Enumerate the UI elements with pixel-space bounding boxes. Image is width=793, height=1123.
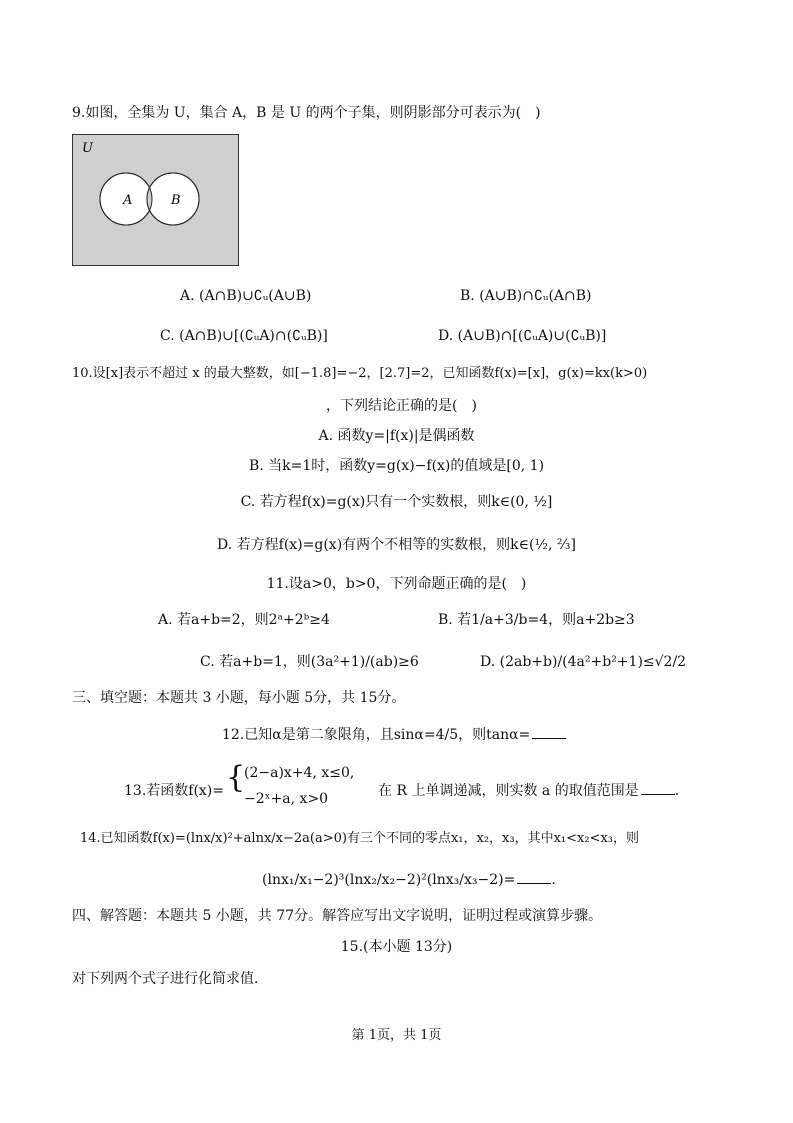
q11-option-d: D. (2ab+b)/(4a²+b²+1)≤√2/2 bbox=[480, 654, 687, 670]
q9-option-d: D. (A∪B)∩[(∁ᵤA)∪(∁ᵤB)] bbox=[438, 328, 607, 344]
page-footer: 第 1页，共 1页 bbox=[351, 1028, 442, 1043]
q13-tail-wrap: 在 R 上单调递减，则实数 a 的取值范围是 . bbox=[378, 783, 680, 799]
q10-option-a: A. 函数y=|f(x)|是偶函数 bbox=[318, 428, 475, 444]
q14-line-2-wrap: (lnx₁/x₁−2)³(lnx₂/x₂−2)²(lnx₃/x₃−2)= . bbox=[262, 872, 556, 888]
q11-option-c: C. 若a+b=1，则(3a²+1)/(ab)≥6 bbox=[200, 654, 419, 670]
section-4-heading: 四、解答题：本题共 5 小题，共 77分。解答应写出文字说明，证明过程或演算步骤。 bbox=[72, 908, 603, 924]
q9-option-a: A. (A∩B)∪∁ᵤ(A∪B) bbox=[180, 288, 312, 304]
q14-answer-blank bbox=[517, 873, 551, 884]
q14-line-1: 14.已知函数f(x)=(lnx/x)²+alnx/x−2a(a>0)有三个不同的零点x₁，x₂，x₃，其中x₁<x₂<x₃，则 bbox=[80, 831, 640, 846]
q13-brace: { bbox=[226, 760, 246, 795]
q15-text: 对下列两个式子进行化简求值. bbox=[72, 971, 259, 987]
q12-stem: 12.已知α是第二象限角，且sinα=4/5，则tanα= bbox=[222, 727, 531, 743]
q15-title: 15.(本小题 13分) bbox=[340, 939, 453, 955]
q10-stem: 10.设[x]表示不超过 x 的最大整数，如[−1.8]=−2，[2.7]=2，已知函数f(x)=[x]，g(x)=kx(k>0) bbox=[72, 366, 648, 381]
venn-diagram bbox=[72, 134, 240, 268]
q11-stem: 11.设a>0，b>0，下列命题正确的是( ) bbox=[266, 576, 527, 592]
q13-lead: 13.若函数f(x)= bbox=[124, 783, 224, 799]
u-label: U bbox=[82, 141, 93, 156]
b-label: B bbox=[171, 193, 181, 208]
section-3-heading: 三、填空题：本题共 3 小题，每小题 5分，共 15分。 bbox=[72, 690, 406, 706]
q12-answer-blank bbox=[532, 728, 566, 739]
q11-option-a: A. 若a+b=2，则2ᵃ+2ᵇ≥4 bbox=[158, 612, 330, 628]
a-label: A bbox=[123, 193, 133, 208]
q12-text bbox=[222, 725, 566, 745]
q10-option-b: B. 当k=1时，函数y=g(x)−f(x)的值域是[0, 1) bbox=[248, 458, 545, 474]
q9-option-c: C. (A∩B)∪[(∁ᵤA)∩(∁ᵤB)] bbox=[160, 328, 328, 344]
q9-stem: 9.如图，全集为 U，集合 A，B 是 U 的两个子集，则阴影部分可表示为( ) bbox=[72, 105, 541, 121]
q13-case-2: −2ˣ+a, x>0 bbox=[244, 791, 329, 807]
q14-line-2: (lnx₁/x₁−2)³(lnx₂/x₂−2)²(lnx₃/x₃−2)= bbox=[262, 872, 516, 888]
q10-option-d: D. 若方程f(x)=g(x)有两个不相等的实数根，则k∈(½, ⅔] bbox=[217, 537, 576, 553]
q11-option-b: B. 若1/a+3/b=4，则a+2b≥3 bbox=[438, 612, 635, 628]
q10-option-c: C. 若方程f(x)=g(x)只有一个实数根，则k∈(0, ½] bbox=[240, 494, 553, 510]
q10-stem-continued: ，下列结论正确的是( ) bbox=[326, 398, 477, 414]
q9-option-b: B. (A∪B)∩∁ᵤ(A∩B) bbox=[460, 288, 592, 304]
q13-answer-blank bbox=[641, 784, 675, 795]
q13-tail: 在 R 上单调递减，则实数 a 的取值范围是 bbox=[378, 783, 639, 799]
q13-case-1: (2−a)x+4, x≤0, bbox=[244, 765, 355, 781]
